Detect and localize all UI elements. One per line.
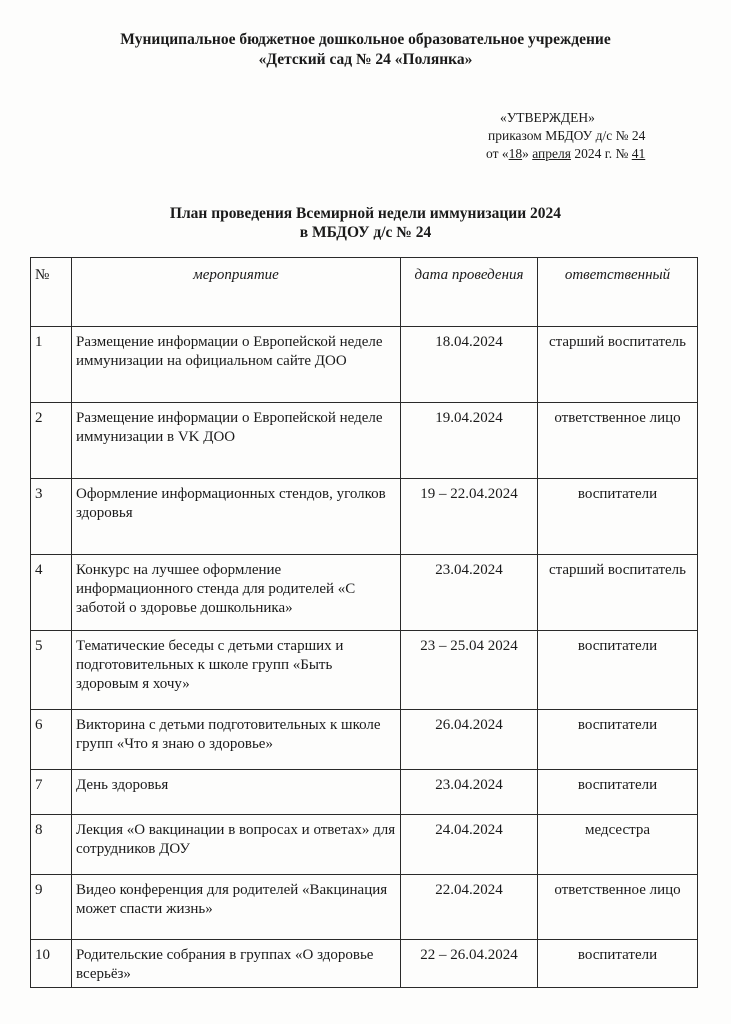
row-event: Оформление информационных стендов, уголков здоровья	[72, 479, 401, 555]
table-row	[31, 555, 698, 631]
table-header-row	[31, 258, 698, 327]
row-num: 2	[31, 403, 72, 479]
organization-name: Муниципальное бюджетное дошкольное образовательное учреждение	[120, 31, 611, 48]
row-responsible: воспитатели	[538, 940, 698, 988]
table-row	[31, 770, 698, 815]
approval-status: «УТВЕРЖДЕН»	[500, 110, 595, 125]
row-responsible: ответственное лицо	[538, 403, 698, 479]
row-date: 22.04.2024	[401, 875, 538, 940]
header-responsible: ответственный	[538, 258, 698, 327]
row-event: Родительские собрания в группах «О здоровье всерьёз»	[72, 940, 401, 988]
approval-date-mid: »	[522, 146, 533, 161]
row-responsible: воспитатели	[538, 479, 698, 555]
row-event: Конкурс на лучшее оформление информационного стенда для родителей «С заботой о здоровье дошкольника»	[72, 555, 401, 631]
row-num: 7	[31, 770, 72, 815]
row-date: 23.04.2024	[401, 555, 538, 631]
row-event: Размещение информации о Европейской неделе иммунизации в VK ДОО	[72, 403, 401, 479]
approval-month: апреля	[532, 146, 571, 161]
header-num: №	[31, 258, 72, 327]
row-event: Лекция «О вакцинации в вопросах и ответах» для сотрудников ДОУ	[72, 815, 401, 875]
table-row	[31, 327, 698, 403]
row-event: Размещение информации о Европейской неделе иммунизации на официальном сайте ДОО	[72, 327, 401, 403]
table-row	[31, 710, 698, 770]
row-date: 24.04.2024	[401, 815, 538, 875]
row-num: 3	[31, 479, 72, 555]
row-responsible: медсестра	[538, 815, 698, 875]
row-event: День здоровья	[72, 770, 401, 815]
row-date: 23.04.2024	[401, 770, 538, 815]
title-line-1: План проведения Всемирной недели иммунизации 2024	[169, 205, 562, 222]
row-responsible: ответственное лицо	[538, 875, 698, 940]
row-date: 19.04.2024	[401, 403, 538, 479]
row-num: 9	[31, 875, 72, 940]
approval-order: приказом МБДОУ д/с № 24	[488, 128, 646, 143]
table-row	[31, 479, 698, 555]
header-event: мероприятие	[72, 258, 401, 327]
approval-day: 18	[508, 146, 523, 161]
row-date: 23 – 25.04 2024	[401, 631, 538, 710]
row-num: 6	[31, 710, 72, 770]
organization-header	[0, 30, 731, 70]
row-responsible: воспитатели	[538, 710, 698, 770]
row-date: 19 – 22.04.2024	[401, 479, 538, 555]
row-num: 8	[31, 815, 72, 875]
row-num: 4	[31, 555, 72, 631]
row-event: Викторина с детьми подготовительных к школе групп «Что я знаю о здоровье»	[72, 710, 401, 770]
row-num: 10	[31, 940, 72, 988]
row-num: 1	[31, 327, 72, 403]
approval-year: 2024 г. №	[570, 146, 632, 161]
document-title	[0, 204, 731, 242]
row-responsible: старший воспитатель	[538, 555, 698, 631]
table-row	[31, 940, 698, 988]
table-row	[31, 631, 698, 710]
approval-date	[486, 145, 716, 163]
row-responsible: старший воспитатель	[538, 327, 698, 403]
events-table	[30, 257, 698, 988]
approval-block	[486, 109, 716, 163]
approval-number: 41	[631, 146, 646, 161]
row-responsible: воспитатели	[538, 770, 698, 815]
kindergarten-name: «Детский сад № 24 «Полянка»	[258, 51, 473, 68]
row-date: 26.04.2024	[401, 710, 538, 770]
table-row	[31, 875, 698, 940]
title-line-2: в МБДОУ д/с № 24	[299, 224, 432, 241]
row-date: 18.04.2024	[401, 327, 538, 403]
table-row	[31, 815, 698, 875]
header-date: дата проведения	[401, 258, 538, 327]
row-event: Тематические беседы с детьми старших и подготовительных к школе групп «Быть здоровым я хочу»	[72, 631, 401, 710]
row-responsible: воспитатели	[538, 631, 698, 710]
row-date: 22 – 26.04.2024	[401, 940, 538, 988]
table-row	[31, 403, 698, 479]
row-event: Видео конференция для родителей «Вакцинация может спасти жизнь»	[72, 875, 401, 940]
approval-date-prefix: от «	[486, 146, 509, 161]
row-num: 5	[31, 631, 72, 710]
